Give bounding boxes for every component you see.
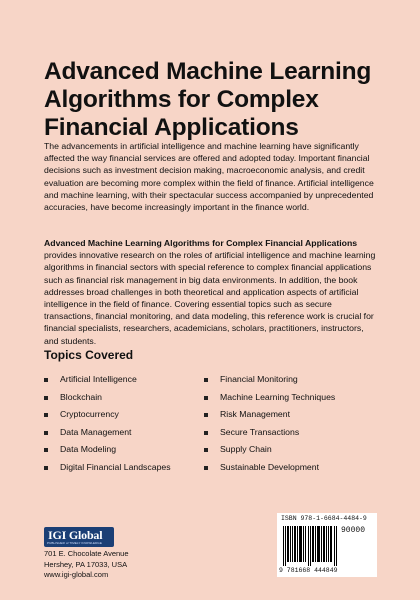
description-paragraph-1: The advancements in artificial intelligence and machine learning have significantly affected the way financial services are offered and adopted today. Important financial decisions such as investment decision making, macroeconomic analysis, and credit evaluation are becoming more complex within the field of finance. Artificial intelligence and machine learning, with their spectacular success accompanied by unprecedented accuracies, have become increasingly important in the finance world.	[44, 141, 374, 213]
topic-label: Financial Monitoring	[220, 374, 298, 384]
publisher-address	[44, 549, 129, 581]
bullet-icon	[204, 413, 208, 417]
barcode-box	[277, 513, 377, 577]
topic-label: Supply Chain	[220, 444, 272, 455]
topic-label: Digital Financial Landscapes	[60, 461, 171, 472]
topic-label: Data Modeling	[60, 444, 117, 455]
address-line-1: 701 E. Chocolate Avenue	[44, 549, 129, 558]
bullet-icon	[44, 466, 48, 470]
topics-list-right	[204, 371, 335, 477]
description-body: provides innovative research on the roles of artificial intelligence and machine learning algorithms in financial sectors with special reference to complex financial applications such as financial risk management in big data environments. In addition, the book addresses broad challenges in both theoretical and application aspects of artificial intelligence in the field of finance. Covering essential topics such as secure transactions, financial monitoring, and data modeling, this reference work is crucial for financial specialists, researchers, academicians, scholars, practitioners, instructors, and students.	[44, 250, 376, 346]
bullet-icon	[44, 448, 48, 452]
publisher-website: www.igi-global.com	[44, 570, 109, 579]
description-book-title: Advanced Machine Learning Algorithms for Complex Financial Applications	[44, 238, 358, 248]
topic-item	[44, 389, 171, 407]
bullet-icon	[44, 431, 48, 435]
isbn-text: ISBN 978-1-6684-4484-9	[281, 515, 367, 522]
description-paragraph-2	[44, 237, 380, 347]
publisher-logo-text: IGI Global	[48, 528, 103, 542]
bullet-icon	[44, 396, 48, 400]
topic-label: Cryptocurrency	[60, 409, 119, 420]
bullet-icon	[204, 378, 208, 382]
publisher-logo-tagline: PUBLISHER of TIMELY KNOWLEDGE	[47, 541, 102, 545]
topic-label: Data Management	[60, 426, 132, 437]
topic-label: Sustainable Development	[220, 461, 320, 472]
bullet-icon	[204, 448, 208, 452]
topic-label: Blockchain	[60, 391, 103, 402]
book-title-line-1: Advanced Machine Learning	[44, 58, 372, 85]
topic-item	[44, 371, 171, 389]
topic-item	[44, 459, 171, 477]
bullet-icon	[204, 466, 208, 470]
topic-item	[44, 424, 171, 442]
bullet-icon	[204, 396, 208, 400]
address-line-2: Hershey, PA 17033, USA	[44, 559, 128, 569]
bullet-icon	[44, 413, 48, 417]
topic-item	[204, 389, 335, 407]
topic-label: Machine Learning Techniques	[220, 391, 336, 402]
price-code: 90000	[341, 526, 366, 535]
topic-item	[204, 441, 335, 459]
publisher-logo	[44, 527, 114, 547]
topic-item	[204, 424, 335, 442]
topic-item	[204, 406, 335, 424]
ean-barcode-icon	[283, 526, 339, 566]
topic-item	[44, 406, 171, 424]
topic-label: Secure Transactions	[220, 426, 300, 437]
book-title	[44, 58, 384, 142]
book-title-line-2: Algorithms for Complex	[44, 86, 319, 113]
topic-item	[204, 459, 335, 477]
topic-label: Artificial Intelligence	[60, 374, 137, 384]
topic-item	[44, 441, 171, 459]
topic-item	[204, 371, 335, 389]
topics-list-left	[44, 371, 171, 477]
bullet-icon	[44, 378, 48, 382]
bullet-icon	[204, 431, 208, 435]
ean-number: 9 781668 444849	[279, 567, 338, 574]
topics-heading: Topics Covered	[44, 348, 134, 362]
topic-label: Risk Management	[220, 409, 291, 420]
book-title-line-3: Financial Applications	[44, 114, 299, 141]
